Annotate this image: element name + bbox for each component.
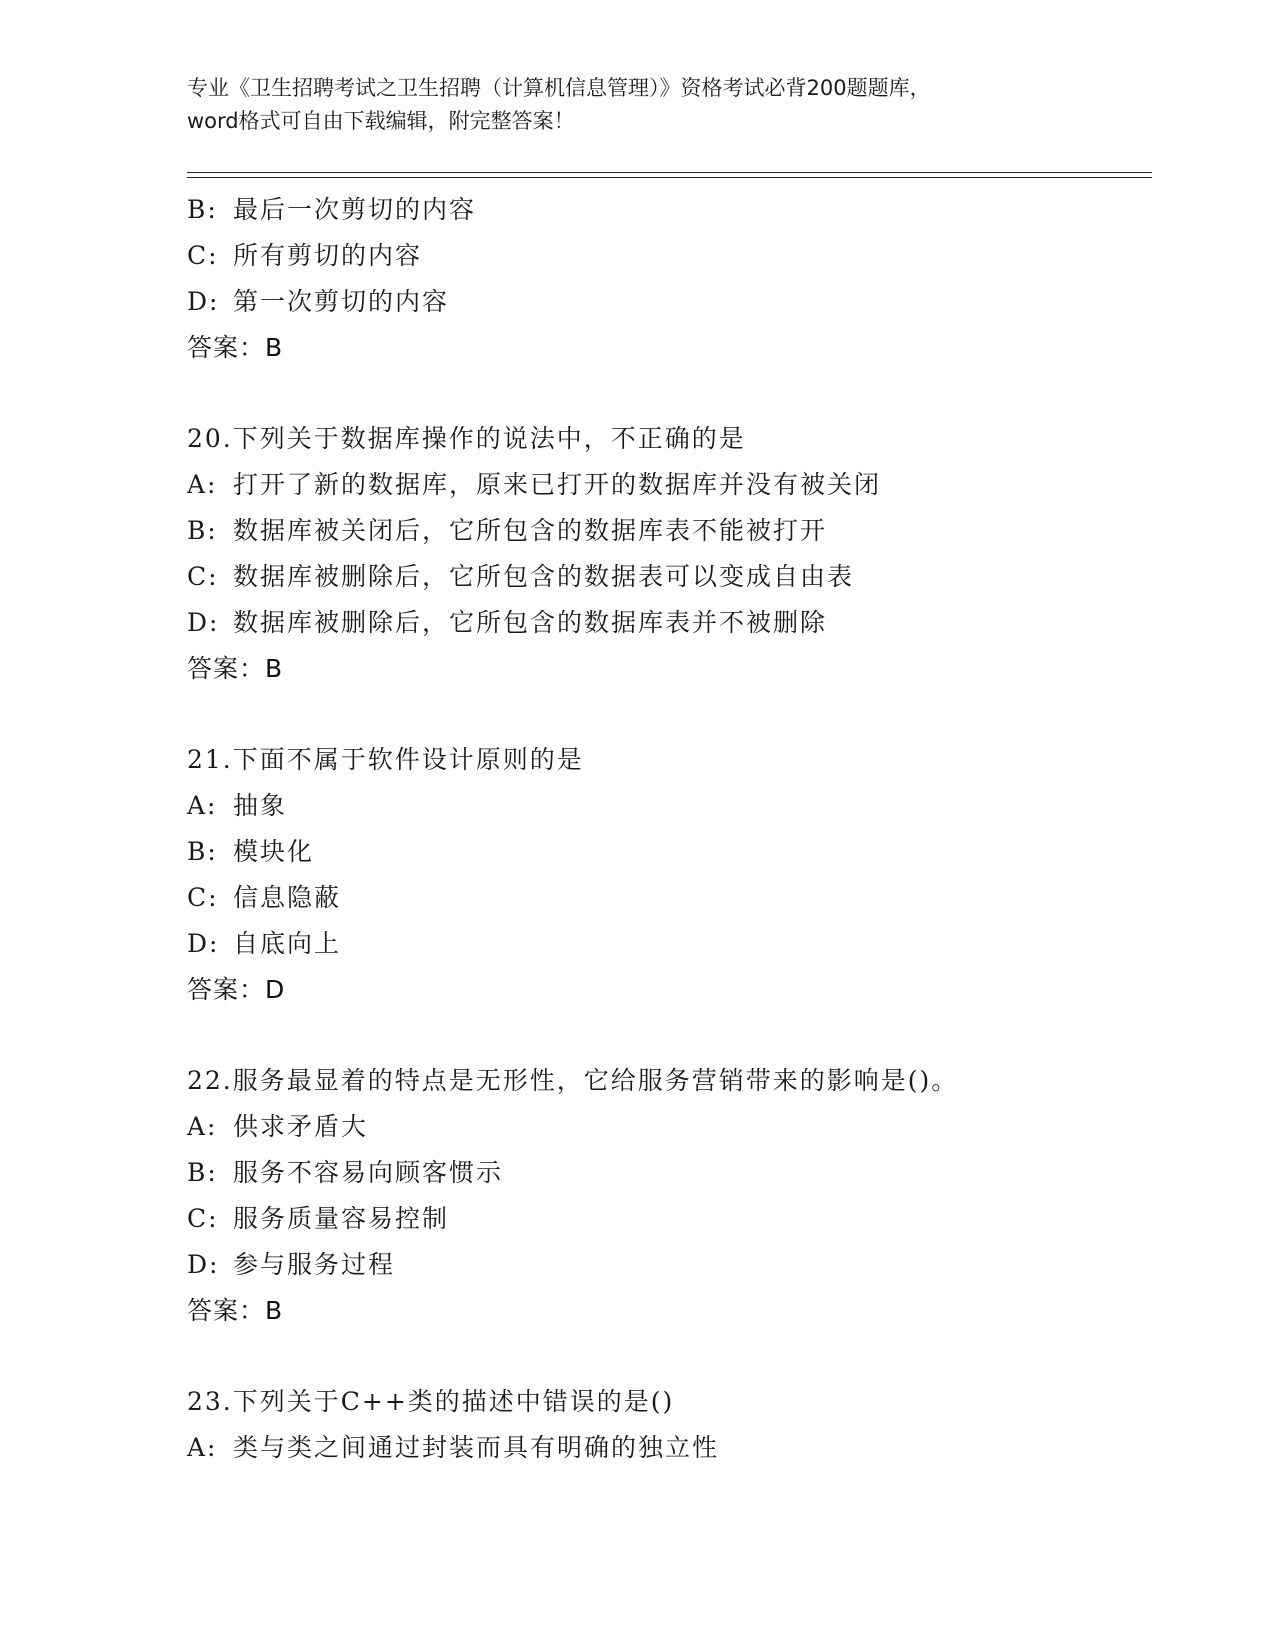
option-d: D: 数据库被删除后，它所包含的数据库表并不被删除 — [187, 608, 828, 637]
header-rule-top — [187, 172, 1152, 173]
question-stem: 22.服务最显着的特点是无形性，它给服务营销带来的影响是()。 — [187, 1066, 959, 1095]
question-stem: 21.下面不属于软件设计原则的是 — [187, 745, 584, 774]
option-a: A: 打开了新的数据库，原来已打开的数据库并没有被关闭 — [187, 470, 882, 499]
option-d: D: 自底向上 — [187, 929, 342, 958]
answer: 答案：D — [187, 975, 286, 1004]
option-b: B: 数据库被关闭后，它所包含的数据库表不能被打开 — [187, 516, 828, 545]
option-a: A: 类与类之间通过封装而具有明确的独立性 — [187, 1433, 720, 1462]
question-20 — [187, 416, 1147, 692]
option-c: C: 所有剪切的内容 — [187, 241, 423, 270]
option-a: A: 供求矛盾大 — [187, 1112, 369, 1141]
answer: 答案：B — [187, 333, 284, 362]
answer: 答案：B — [187, 654, 284, 683]
question-21 — [187, 737, 1147, 1013]
question-stem: 20.下列关于数据库操作的说法中，不正确的是 — [187, 424, 746, 453]
option-b: B: 模块化 — [187, 837, 315, 866]
question-22 — [187, 1058, 1147, 1334]
option-d: D: 参与服务过程 — [187, 1250, 396, 1279]
header-rule-bottom — [187, 177, 1152, 178]
header-line-2: word格式可自由下载编辑，附完整答案！ — [187, 109, 575, 133]
option-b: B: 最后一次剪切的内容 — [187, 195, 477, 224]
document-header — [187, 72, 1087, 138]
option-a: A: 抽象 — [187, 791, 288, 820]
option-c: C: 信息隐蔽 — [187, 883, 342, 912]
question-stem: 23.下列关于C++类的描述中错误的是() — [187, 1387, 675, 1416]
option-c: C: 数据库被删除后，它所包含的数据表可以变成自由表 — [187, 562, 855, 591]
question-19-continued — [187, 187, 1147, 371]
answer: 答案：B — [187, 1296, 284, 1325]
question-list — [187, 187, 1147, 1471]
option-d: D: 第一次剪切的内容 — [187, 287, 450, 316]
option-c: C: 服务质量容易控制 — [187, 1204, 450, 1233]
question-23 — [187, 1379, 1147, 1471]
option-b: B: 服务不容易向顾客惯示 — [187, 1158, 504, 1187]
header-line-1: 专业《卫生招聘考试之卫生招聘（计算机信息管理）》资格考试必背200题题库， — [187, 76, 931, 100]
